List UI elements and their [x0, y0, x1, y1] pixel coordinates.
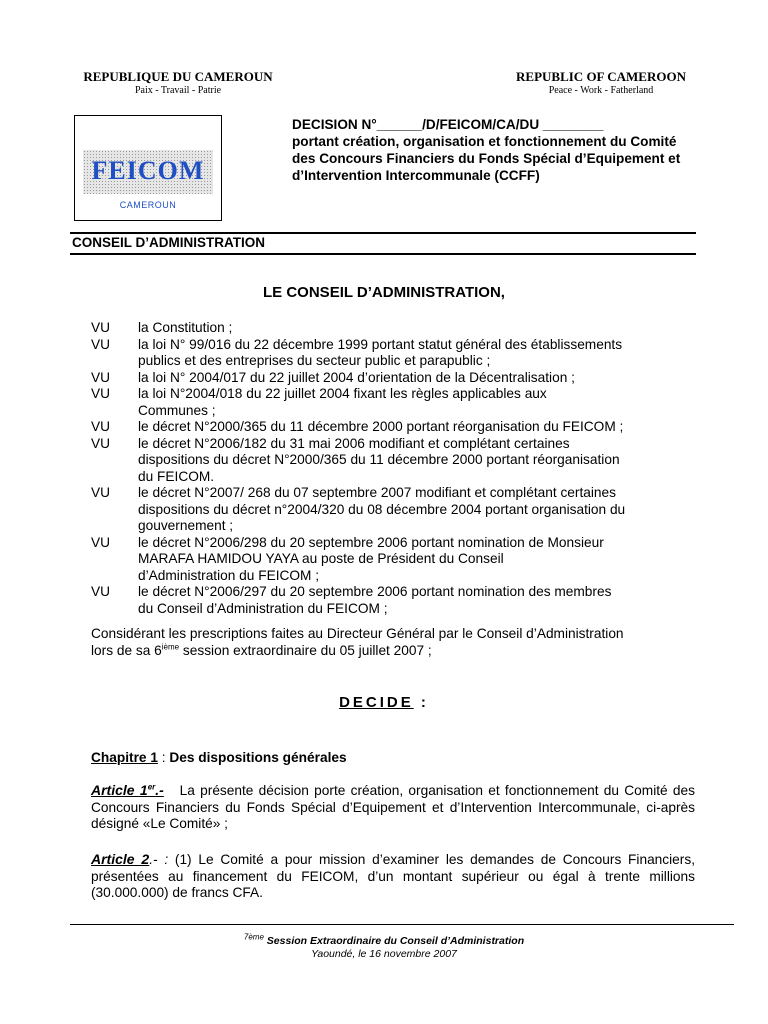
article-2 [91, 851, 695, 902]
vu-text [138, 370, 696, 387]
vu-line: dispositions du décret n°2004/320 du 08 décembre 2004 portant organisation du [138, 501, 626, 517]
vu-tag: VU [91, 485, 111, 500]
section-title: CONSEIL D’ADMINISTRATION [72, 235, 266, 250]
footer-line-1 [0, 932, 768, 948]
section-rule-top [70, 232, 696, 234]
decide-colon: : [413, 694, 429, 711]
feicom-logo [74, 115, 222, 221]
vu-line: MARAFA HAMIDOU YAYA au poste de Président du Conseil [138, 551, 504, 566]
considerant-paragraph [91, 626, 701, 659]
vu-text [138, 386, 696, 419]
republic-fr-motto: Paix - Travail - Patrie [134, 85, 222, 96]
header-right [495, 69, 707, 96]
vu-line: le décret N°2006/297 du 20 septembre 2006 portant nomination des membres [138, 584, 612, 599]
vu-item [91, 436, 696, 486]
article-2-label: Article 2 [91, 851, 150, 867]
vu-line: gouvernement ; [138, 518, 234, 533]
republic-en-title: REPUBLIC OF CAMEROON [516, 69, 686, 84]
vu-tag: VU [91, 369, 111, 385]
article-1 [91, 782, 695, 833]
vu-text [138, 320, 696, 337]
vu-tag: VU [91, 386, 111, 401]
vu-item [91, 386, 696, 419]
vu-tag: VU [91, 435, 111, 451]
vu-item [91, 370, 696, 387]
chapter-title: Des dispositions générales [169, 750, 347, 765]
vu-line: dispositions du décret N°2000/365 du 11 décembre 2000 portant réorganisation [138, 452, 620, 467]
considerant-line-2 [91, 643, 701, 660]
article-1-label [91, 782, 164, 798]
vu-tag: VU [91, 584, 111, 599]
chapter-label: Chapitre 1 [91, 750, 158, 765]
vu-line: du Conseil d’Administration du FEICOM ; [138, 600, 388, 616]
article-1-text: La présente décision porte création, organisation et fonctionnement du Comité des Concours Financiers du Fonds Spécial d’Equipement et d’Intervention Intercommunale, ci-après désigné «Le Comité» ; [91, 783, 695, 831]
article-2-text: (1) Le Comité a pour mission d’examiner les demandes de Concours Financiers, présentées au financement du FEICOM, d’un montant supérieur ou égal à trente millions (30.000.000) de francs CFA. [91, 852, 696, 900]
vu-line: d’Administration du FEICOM ; [138, 567, 320, 583]
decision-line-1: DECISION N°______/D/FEICOM/CA/DU ________ [292, 117, 604, 132]
decision-line-3: des Concours Financiers du Fonds Spécial d’Equipement et [292, 151, 681, 166]
vu-item [91, 320, 696, 337]
vu-tag: VU [91, 419, 111, 434]
vu-line: publics et des entreprises du secteur public et parapublic ; [138, 353, 491, 368]
republic-fr-title: REPUBLIQUE DU CAMEROUN [83, 69, 273, 84]
article-1-label-sup: er [147, 782, 156, 792]
vu-text [138, 584, 696, 617]
vu-text [138, 436, 696, 486]
header-left [70, 69, 286, 96]
footer-rule [70, 924, 734, 925]
vu-tag: VU [91, 336, 111, 352]
vu-tag: VU [91, 320, 111, 335]
vu-text [138, 485, 696, 535]
chapter-heading [91, 750, 347, 765]
article-2-suffix: .- : [149, 852, 169, 867]
vu-line: la Constitution ; [138, 320, 233, 335]
footer [0, 932, 768, 961]
vu-list [91, 320, 696, 617]
vu-line: du FEICOM. [138, 468, 215, 484]
considerant-line-1: Considérant les prescriptions faites au Directeur Général par le Conseil d’Administration [91, 626, 624, 641]
vu-item [91, 485, 696, 535]
footer-sup: 7ème [243, 932, 264, 942]
decision-title [292, 116, 737, 184]
vu-item [91, 535, 696, 585]
decide-heading [0, 694, 768, 711]
article-1-label-suffix: .- [155, 782, 164, 798]
vu-item [91, 337, 696, 370]
vu-text [138, 337, 696, 370]
considerant-sup: ième [161, 641, 180, 651]
decision-line-4: d’Intervention Intercommunale (CCFF) [292, 168, 540, 183]
vu-line: le décret N°2006/298 du 20 septembre 2006 portant nomination de Monsieur [138, 534, 604, 550]
vu-item [91, 584, 696, 617]
republic-en-motto: Peace - Work - Fatherland [548, 85, 654, 96]
vu-line: la loi N° 99/016 du 22 décembre 1999 portant statut général des établissements [138, 336, 623, 352]
vu-line: la loi N° 2004/017 du 22 juillet 2004 d’orientation de la Décentralisation ; [138, 369, 575, 385]
article-1-label-text: Article 1 [91, 782, 148, 798]
footer-session: Session Extraordinaire du Conseil d’Administration [263, 935, 525, 947]
chapter-sep: : [157, 750, 170, 765]
vu-line: la loi N°2004/018 du 22 juillet 2004 fixant les règles applicables aux [138, 386, 547, 401]
main-title: LE CONSEIL D’ADMINISTRATION, [263, 284, 505, 301]
decide-word: DECIDE [339, 694, 414, 711]
vu-text [138, 535, 696, 585]
decision-line-2: portant création, organisation et fonctionnement du Comité [292, 134, 677, 149]
vu-tag: VU [91, 534, 111, 550]
vu-line: le décret N°2007/ 268 du 07 septembre 2007 modifiant et complétant certaines [138, 485, 616, 500]
vu-line: le décret N°2000/365 du 11 décembre 2000 portant réorganisation du FEICOM ; [138, 419, 624, 434]
considerant-pre: lors de sa 6 [91, 642, 162, 658]
considerant-post: session extraordinaire du 05 juillet 2007 ; [179, 642, 432, 658]
logo-word: FEICOM [91, 156, 205, 185]
section-rule-bottom [70, 253, 696, 255]
vu-item [91, 419, 696, 436]
vu-text [138, 419, 696, 436]
footer-line-2: Yaoundé, le 16 novembre 2007 [311, 948, 457, 960]
vu-line: Communes ; [138, 402, 216, 418]
vu-line: le décret N°2006/182 du 31 mai 2006 modifiant et complétant certaines [138, 435, 570, 451]
logo-subtitle: CAMEROUN [119, 200, 177, 210]
